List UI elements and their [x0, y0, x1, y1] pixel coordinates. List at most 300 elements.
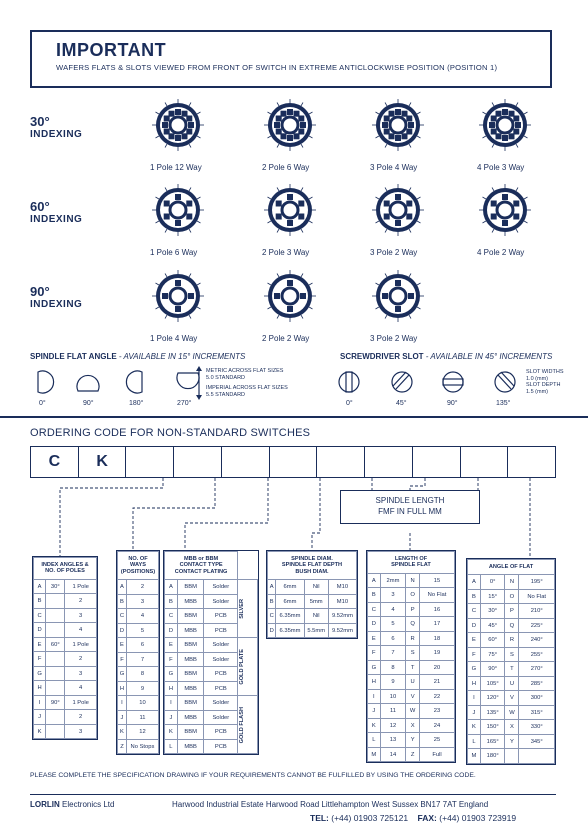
- plating-group: [238, 696, 258, 754]
- table-cell: K: [165, 725, 178, 740]
- table-cell: H: [34, 681, 46, 696]
- table-row: [118, 681, 159, 696]
- table-cell: 345°: [519, 734, 555, 749]
- table-cell: 6.35mm: [276, 609, 304, 624]
- specification-note: PLEASE COMPLETE THE SPECIFICATION DRAWING IF YOUR REQUIREMENTS CANNOT BE FULFILLED BY USING THE ORDERING CODE.: [30, 772, 476, 779]
- table-cell: MBB: [177, 623, 204, 638]
- table-row: [165, 580, 258, 595]
- table-cell: J: [468, 705, 481, 720]
- wafer-2-4-icon: [473, 178, 537, 242]
- table-cell: 195°: [519, 575, 555, 590]
- table-cell: B: [468, 589, 481, 604]
- table-cell: 300°: [519, 691, 555, 706]
- table-header-line: LENGTH OF: [394, 556, 428, 562]
- table-cell: 60°: [480, 633, 505, 648]
- table-cell: 5: [126, 623, 158, 638]
- wafer-label: 3 Pole 2 Way: [370, 334, 418, 343]
- table-cell: [46, 608, 65, 623]
- code-box: [365, 447, 413, 477]
- table-row: [118, 667, 159, 682]
- table-cell: P: [505, 604, 519, 619]
- table-cell: H: [118, 681, 127, 696]
- table-row: [268, 594, 357, 609]
- flat-angle-0: 0°: [39, 400, 46, 407]
- table-cell: H: [165, 681, 178, 696]
- table-cell: Nil: [304, 580, 328, 595]
- table-header-line: INDEX ANGLES &: [41, 562, 89, 568]
- table-cell: 9: [126, 681, 158, 696]
- table-row: [118, 696, 159, 711]
- spindle-length-2: FMF IN FULL MM: [378, 507, 442, 517]
- table-cell: 4: [65, 681, 97, 696]
- table-row: [118, 594, 159, 609]
- table-cell: I: [165, 696, 178, 711]
- spindle-flat-title: SPINDLE FLAT ANGLE - AVAILABLE IN 15° INCREMENTS: [30, 352, 246, 361]
- table-cell: 2: [126, 580, 158, 595]
- slot-angle-0: 0°: [346, 400, 353, 407]
- table-cell: 25: [419, 733, 454, 748]
- table-header-line: MBB or BBM: [184, 556, 219, 562]
- table-header-line: CONTACT PLATING: [174, 568, 228, 575]
- table-cell: 165°: [480, 734, 505, 749]
- indexing-90-word: INDEXING: [30, 299, 83, 311]
- table-cell: 10: [126, 696, 158, 711]
- table-row: [468, 720, 555, 735]
- wafer-2-3-icon: [366, 178, 430, 242]
- code-box: [270, 447, 318, 477]
- table-row: [165, 696, 258, 711]
- table-index: [32, 556, 98, 740]
- table-cell: I: [118, 696, 127, 711]
- table-row: [34, 579, 97, 594]
- slot-90-icon: [443, 372, 463, 392]
- table-cell: 1 Pole: [65, 695, 97, 710]
- table-cell: 11: [380, 704, 406, 719]
- wafer-2-1-icon: [146, 178, 210, 242]
- indexing-60-label: [30, 200, 82, 225]
- table-cell: 6: [126, 638, 158, 653]
- footer-contact: [310, 813, 516, 823]
- table-cell: F: [34, 652, 46, 667]
- table-cell: 14: [380, 747, 406, 762]
- table-cell: O: [406, 588, 420, 603]
- table-cell: 2: [65, 594, 97, 609]
- spindle-flat-heading: SPINDLE FLAT ANGLE: [30, 352, 117, 361]
- table-cell: PCB: [204, 725, 238, 740]
- table-cell: E: [118, 638, 127, 653]
- code-box: [317, 447, 365, 477]
- table-cell: [46, 666, 65, 681]
- slot-widths: SLOT WIDTHS: [526, 369, 564, 375]
- table-row: [34, 666, 97, 681]
- wafer-label: 1 Pole 12 Way: [150, 163, 202, 172]
- indexing-60-deg: 60°: [30, 199, 50, 214]
- table-cell: Solder: [204, 710, 238, 725]
- table-cell: 3: [65, 666, 97, 681]
- wafer-3-2-icon: [258, 264, 322, 328]
- table-cell: X: [406, 718, 420, 733]
- table-cell: Q: [505, 618, 519, 633]
- table-cell: Solder: [204, 580, 238, 595]
- table-cell: Solder: [204, 638, 238, 653]
- table-row: [34, 710, 97, 725]
- footer-rule: [30, 794, 556, 795]
- table-cell: B: [268, 594, 276, 609]
- table-row: [368, 718, 455, 733]
- table-cell: Z: [406, 747, 420, 762]
- table-cell: 285°: [519, 676, 555, 691]
- table-ways: [116, 550, 160, 755]
- table-cell: 7: [380, 646, 406, 661]
- table-cell: 240°: [519, 633, 555, 648]
- table-cell: M10: [328, 580, 356, 595]
- table-row: [368, 573, 455, 588]
- table-cell: BBM: [177, 638, 204, 653]
- table-cell: X: [505, 720, 519, 735]
- table-header: [118, 552, 159, 580]
- table-cell: I: [368, 689, 381, 704]
- ordering-code-boxes: [30, 446, 556, 478]
- table-cell: 0°: [480, 575, 505, 590]
- table-header-line: BUSH DIAM.: [295, 568, 329, 575]
- table-cell: G: [368, 660, 381, 675]
- table-cell: L: [468, 734, 481, 749]
- indexing-90-label: [30, 285, 82, 310]
- plating-group: [238, 638, 258, 696]
- table-cell: 8: [380, 660, 406, 675]
- spindle-flat-note: AVAILABLE IN 15° INCREMENTS: [123, 352, 246, 361]
- table-cell: 12: [380, 718, 406, 733]
- wafer-label: 2 Pole 3 Way: [262, 248, 310, 257]
- table-cell: 15°: [480, 589, 505, 604]
- company-rest: Electronics Ltd: [59, 800, 115, 809]
- indexing-90-deg: 90°: [30, 284, 50, 299]
- table-cell: A: [165, 580, 178, 595]
- slot-angle-3: 135°: [496, 400, 511, 407]
- table-row: [368, 646, 455, 661]
- table-cell: V: [505, 691, 519, 706]
- table-row: [118, 609, 159, 624]
- wafer-3-3-icon: [366, 264, 430, 328]
- table-cell: 2: [65, 710, 97, 725]
- table-cell: [46, 710, 65, 725]
- table-cell: 8: [126, 667, 158, 682]
- slot-0-icon: [339, 372, 359, 392]
- table-row: [368, 675, 455, 690]
- table-header: [368, 552, 455, 574]
- spindle-length-box: [340, 490, 480, 524]
- flat-180-icon: [126, 371, 142, 393]
- table-cell: R: [505, 633, 519, 648]
- table-header: [268, 552, 357, 580]
- table-cell: [46, 724, 65, 739]
- table-cell: Solder: [204, 594, 238, 609]
- table-cell: N: [505, 575, 519, 590]
- table-row: [368, 689, 455, 704]
- table-cell: PCB: [204, 681, 238, 696]
- ordering-title: ORDERING CODE FOR NON-STANDARD SWITCHES: [30, 427, 311, 439]
- table-cell: BBM: [177, 725, 204, 740]
- table-row: [118, 580, 159, 595]
- plating-label: SILVER: [239, 598, 246, 619]
- table-cell: 7: [126, 652, 158, 667]
- table-cell: 6: [380, 631, 406, 646]
- table-row: [34, 652, 97, 667]
- table-row: [165, 638, 258, 653]
- table-row: [118, 652, 159, 667]
- table-cell: M: [368, 747, 381, 762]
- table-header-line: CONTACT TYPE: [179, 562, 223, 569]
- table-cell: 9.52mm: [328, 623, 356, 638]
- table-cell: Q: [406, 617, 420, 632]
- table-row: [368, 588, 455, 603]
- table-row: [468, 604, 555, 619]
- slot-depth-val: 1.5 (mm): [526, 388, 548, 395]
- table-row: [34, 637, 97, 652]
- table-cell: F: [368, 646, 381, 661]
- table-cell: K: [34, 724, 46, 739]
- table-cell: 2mm: [380, 573, 406, 588]
- table-cell: 20: [419, 660, 454, 675]
- table-row: [268, 580, 357, 595]
- table-cell: BBM: [177, 696, 204, 711]
- table-cell: [46, 681, 65, 696]
- table-cell: O: [505, 589, 519, 604]
- table-row: [118, 725, 159, 740]
- table-cell: F: [118, 652, 127, 667]
- table-cell: E: [368, 631, 381, 646]
- table-row: [468, 575, 555, 590]
- code-box: [508, 447, 555, 477]
- table-cell: Y: [406, 733, 420, 748]
- table-cell: 6.35mm: [276, 623, 304, 638]
- table-cell: P: [406, 602, 420, 617]
- tel-label: TEL:: [310, 813, 329, 823]
- indexing-30-label: [30, 115, 82, 140]
- company-bold: LORLIN: [30, 800, 60, 809]
- table-cell: 23: [419, 704, 454, 719]
- wafer-label: 4 Pole 3 Way: [477, 163, 525, 172]
- flat-0-icon: [38, 371, 54, 393]
- table-cell: C: [118, 609, 127, 624]
- table-row: [118, 638, 159, 653]
- table-cell: B: [165, 594, 178, 609]
- table-cell: A: [34, 579, 46, 594]
- wafer-3-1-icon: [146, 264, 210, 328]
- table-row: [118, 739, 159, 754]
- flat-angle-2: 180°: [129, 400, 144, 407]
- table-cell: D: [118, 623, 127, 638]
- table-cell: Y: [505, 734, 519, 749]
- table-header-line: ANGLE OF FLAT: [488, 564, 534, 570]
- wafer-label: 3 Pole 2 Way: [370, 248, 418, 257]
- table-cell: [505, 749, 519, 764]
- wafer-2-2-icon: [258, 178, 322, 242]
- code-connectors: [0, 478, 588, 558]
- wafer-1-2-icon: [258, 93, 322, 157]
- table-cell: F: [165, 652, 178, 667]
- table-cell: W: [406, 704, 420, 719]
- table-cell: D: [34, 623, 46, 638]
- table-row: [468, 705, 555, 720]
- table-cell: W: [505, 705, 519, 720]
- table-cell: C: [268, 609, 276, 624]
- table-cell: T: [406, 660, 420, 675]
- screwdriver-note: AVAILABLE IN 45° INCREMENTS: [430, 352, 553, 361]
- tel-number: (+44) 01903 725121: [331, 813, 409, 823]
- imperial-note: IMPERIAL ACROSS FLAT SIZES: [206, 384, 288, 391]
- table-cell: H: [368, 675, 381, 690]
- table-cell: 4: [65, 623, 97, 638]
- table-length: [366, 550, 456, 763]
- table-header: [34, 558, 97, 580]
- table-row: [368, 602, 455, 617]
- code-box: [174, 447, 222, 477]
- table-cell: 5.5mm: [304, 623, 328, 638]
- table-header-line: NO. OF POLES: [45, 568, 85, 575]
- table-cell: 19: [419, 646, 454, 661]
- table-cell: 75°: [480, 647, 505, 662]
- slot-angle-1: 45°: [396, 400, 407, 407]
- flat-size-notes: [206, 368, 288, 399]
- table-cell: 105°: [480, 676, 505, 691]
- table-cell: C: [34, 608, 46, 623]
- wafer-label: 4 Pole 2 Way: [477, 248, 525, 257]
- table-cell: [46, 652, 65, 667]
- table-cell: 18: [419, 631, 454, 646]
- table-cell: D: [165, 623, 178, 638]
- plating-group: [238, 580, 258, 638]
- wafer-label: 1 Pole 4 Way: [150, 334, 198, 343]
- table-cell: 16: [419, 602, 454, 617]
- table-row: [468, 676, 555, 691]
- table-cell: BBM: [177, 580, 204, 595]
- table-cell: G: [468, 662, 481, 677]
- table-cell: 30°: [480, 604, 505, 619]
- table-cell: K: [118, 725, 127, 740]
- table-cell: MBB: [177, 681, 204, 696]
- table-cell: BBM: [177, 667, 204, 682]
- table-row: [468, 734, 555, 749]
- table-cell: 135°: [480, 705, 505, 720]
- slot-notes: [526, 369, 564, 395]
- metric-std: 5.0 STANDARD: [206, 374, 246, 381]
- flat-angle-1: 90°: [83, 400, 94, 407]
- table-cell: No Flat: [519, 589, 555, 604]
- table-header-line: NO. OF: [128, 556, 148, 562]
- table-cell: J: [34, 710, 46, 725]
- wafer-label: 2 Pole 2 Way: [262, 334, 310, 343]
- table-cell: [46, 623, 65, 638]
- flat-90-icon: [77, 375, 99, 391]
- table-cell: V: [406, 689, 420, 704]
- table-spindle: [266, 550, 358, 639]
- table-cell: [46, 594, 65, 609]
- table-cell: D: [268, 623, 276, 638]
- table-cell: Full: [419, 747, 454, 762]
- wafer-label: 1 Pole 6 Way: [150, 248, 198, 257]
- table-cell: Solder: [204, 696, 238, 711]
- table-row: [368, 617, 455, 632]
- table-row: [368, 733, 455, 748]
- table-cell: 90°: [46, 695, 65, 710]
- table-cell: J: [165, 710, 178, 725]
- table-cell: 15: [419, 573, 454, 588]
- fax-label: FAX:: [417, 813, 437, 823]
- table-cell: 24: [419, 718, 454, 733]
- table-row: [34, 594, 97, 609]
- table-cell: J: [368, 704, 381, 719]
- table-row: [468, 647, 555, 662]
- table-cell: 4: [380, 602, 406, 617]
- table-row: [468, 749, 555, 764]
- table-cell: 3: [65, 724, 97, 739]
- wafer-label: 2 Pole 6 Way: [262, 163, 310, 172]
- imperial-std: 5.5 STANDARD: [206, 391, 246, 398]
- divider: [0, 416, 588, 418]
- table-row: [468, 662, 555, 677]
- table-cell: G: [165, 667, 178, 682]
- table-row: [468, 691, 555, 706]
- table-header-line: WAYS: [130, 562, 146, 569]
- table-row: [34, 724, 97, 739]
- table-cell: MBB: [177, 594, 204, 609]
- table-cell: 3: [65, 608, 97, 623]
- table-cell: H: [468, 676, 481, 691]
- wafer-1-4-icon: [473, 93, 537, 157]
- table-cell: 21: [419, 675, 454, 690]
- fax-number: (+44) 01903 723919: [439, 813, 517, 823]
- table-cell: A: [268, 580, 276, 595]
- indexing-60-word: INDEXING: [30, 214, 83, 226]
- table-row: [368, 704, 455, 719]
- table-cell: N: [406, 573, 420, 588]
- table-cell: 225°: [519, 618, 555, 633]
- table-cell: BBM: [177, 609, 204, 624]
- table-cell: D: [368, 617, 381, 632]
- table-cell: R: [406, 631, 420, 646]
- indexing-30-word: INDEXING: [30, 129, 83, 141]
- table-cell: MBB: [177, 710, 204, 725]
- table-row: [268, 623, 357, 638]
- table-angle: [466, 558, 556, 765]
- table-cell: MBB: [177, 739, 204, 754]
- table-cell: 45°: [480, 618, 505, 633]
- table-cell: E: [34, 637, 46, 652]
- table-cell: J: [118, 710, 127, 725]
- plating-label: GOLD FLASH: [239, 706, 246, 743]
- table-row: [268, 609, 357, 624]
- table-header: [468, 560, 555, 575]
- table-cell: 9.52mm: [328, 609, 356, 624]
- table-cell: B: [118, 594, 127, 609]
- table-header-line: SPINDLE FLAT: [391, 562, 431, 569]
- table-cell: 255°: [519, 647, 555, 662]
- code-box: C: [31, 447, 79, 477]
- code-box: [461, 447, 509, 477]
- footer-address: Harwood Industrial Estate Harwood Road Littlehampton West Sussex BN17 7AT England: [172, 800, 489, 809]
- table-cell: 5: [380, 617, 406, 632]
- table-header-line: (POSITIONS): [120, 568, 156, 575]
- table-row: [34, 608, 97, 623]
- table-cell: K: [468, 720, 481, 735]
- table-cell: 2: [65, 652, 97, 667]
- table-row: [34, 681, 97, 696]
- wafer-label: 3 Pole 4 Way: [370, 163, 418, 172]
- table-cell: 1 Pole: [65, 637, 97, 652]
- table-cell: 90°: [480, 662, 505, 677]
- table-cell: 30°: [46, 579, 65, 594]
